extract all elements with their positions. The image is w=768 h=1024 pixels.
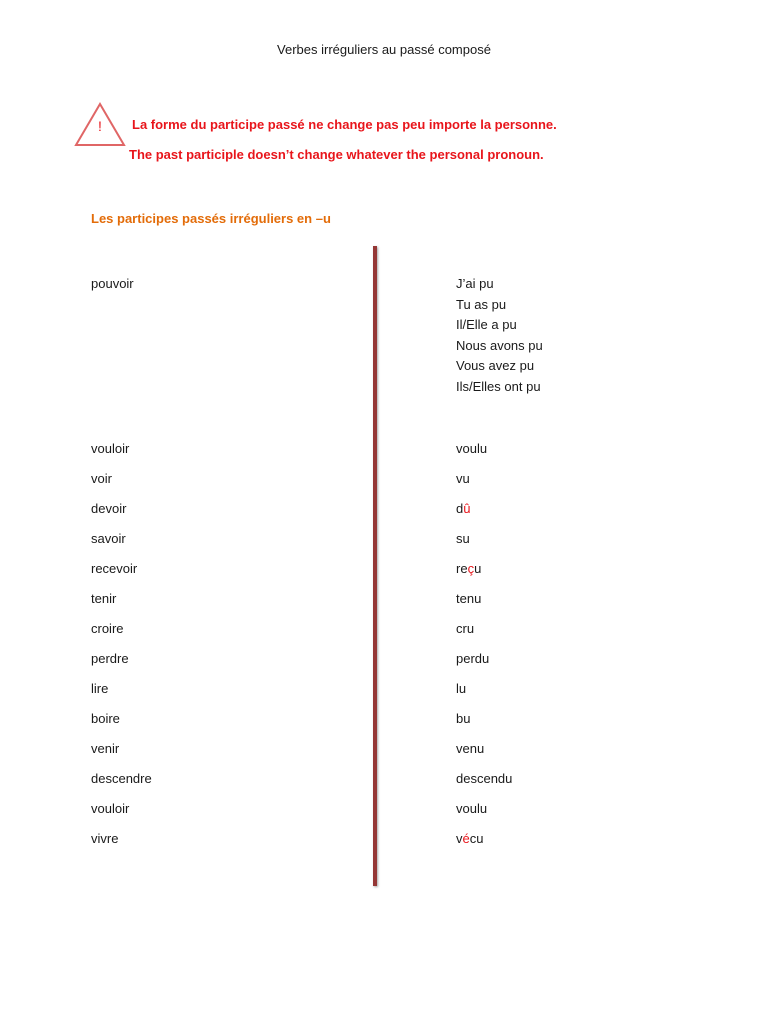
participle-segment: descendu (456, 771, 513, 786)
participle-accent: é (462, 831, 470, 846)
participle-segment: v (456, 831, 463, 846)
conjugation-line: Tu as pu (456, 297, 507, 312)
past-participle (456, 711, 470, 726)
past-participle (456, 591, 481, 606)
participle-segment: su (456, 531, 470, 546)
warning-symbol: ! (98, 118, 102, 134)
participle-accent: ç (467, 561, 475, 576)
section-heading: Les participes passés irréguliers en –u (91, 211, 331, 226)
participle-segment: bu (456, 711, 471, 726)
verb-infinitive: croire (91, 621, 124, 636)
past-participle (456, 651, 489, 666)
verb-infinitive: vivre (91, 831, 119, 846)
past-participle (456, 561, 481, 576)
document-title: Verbes irréguliers au passé composé (277, 42, 491, 57)
verb-infinitive: venir (91, 741, 120, 756)
participle-segment: tenu (456, 591, 482, 606)
verb-infinitive: lire (91, 681, 109, 696)
participle-segment: voulu (456, 801, 488, 816)
participle-segment: vu (456, 471, 470, 486)
warning-text-french: La forme du participe passé ne change pas peu importe la personne. (132, 117, 557, 132)
participle-segment: cru (456, 621, 475, 636)
past-participle (456, 741, 484, 756)
participle-segment: voulu (456, 441, 488, 456)
verb-infinitive: devoir (91, 501, 127, 516)
past-participle (456, 681, 466, 696)
participle-segment: lu (456, 681, 467, 696)
verb-infinitive: vouloir (91, 801, 130, 816)
participle-segment: d (456, 501, 464, 516)
past-participle (456, 501, 470, 516)
warning-triangle-icon (74, 102, 126, 148)
past-participle (456, 531, 470, 546)
conjugation-line: Nous avons pu (456, 338, 543, 353)
verb-infinitive: voir (91, 471, 112, 486)
participle-accent: û (463, 501, 471, 516)
past-participle (456, 801, 487, 816)
verb-infinitive: descendre (91, 771, 152, 786)
verb-infinitive: vouloir (91, 441, 130, 456)
conjugation-line: Il/Elle a pu (456, 317, 517, 332)
past-participle (456, 621, 474, 636)
verb-pouvoir: pouvoir (91, 276, 134, 291)
past-participle (456, 831, 483, 846)
participle-segment: cu (469, 831, 484, 846)
past-participle (456, 471, 470, 486)
conjugation-line: Vous avez pu (456, 358, 535, 373)
conjugation-line: J’ai pu (456, 276, 494, 291)
past-participle (456, 441, 487, 456)
participle-segment: perdu (456, 651, 490, 666)
verb-infinitive: savoir (91, 531, 126, 546)
verb-infinitive: tenir (91, 591, 117, 606)
verb-infinitive: perdre (91, 651, 129, 666)
past-participle (456, 771, 512, 786)
verb-infinitive: recevoir (91, 561, 138, 576)
participle-segment: venu (456, 741, 485, 756)
verb-infinitive: boire (91, 711, 120, 726)
warning-text-english: The past participle doesn’t change whatever the personal pronoun. (129, 147, 544, 162)
participle-segment: re (456, 561, 468, 576)
conjugation-line: Ils/Elles ont pu (456, 379, 541, 394)
participle-segment: u (474, 561, 482, 576)
column-divider (373, 246, 377, 886)
